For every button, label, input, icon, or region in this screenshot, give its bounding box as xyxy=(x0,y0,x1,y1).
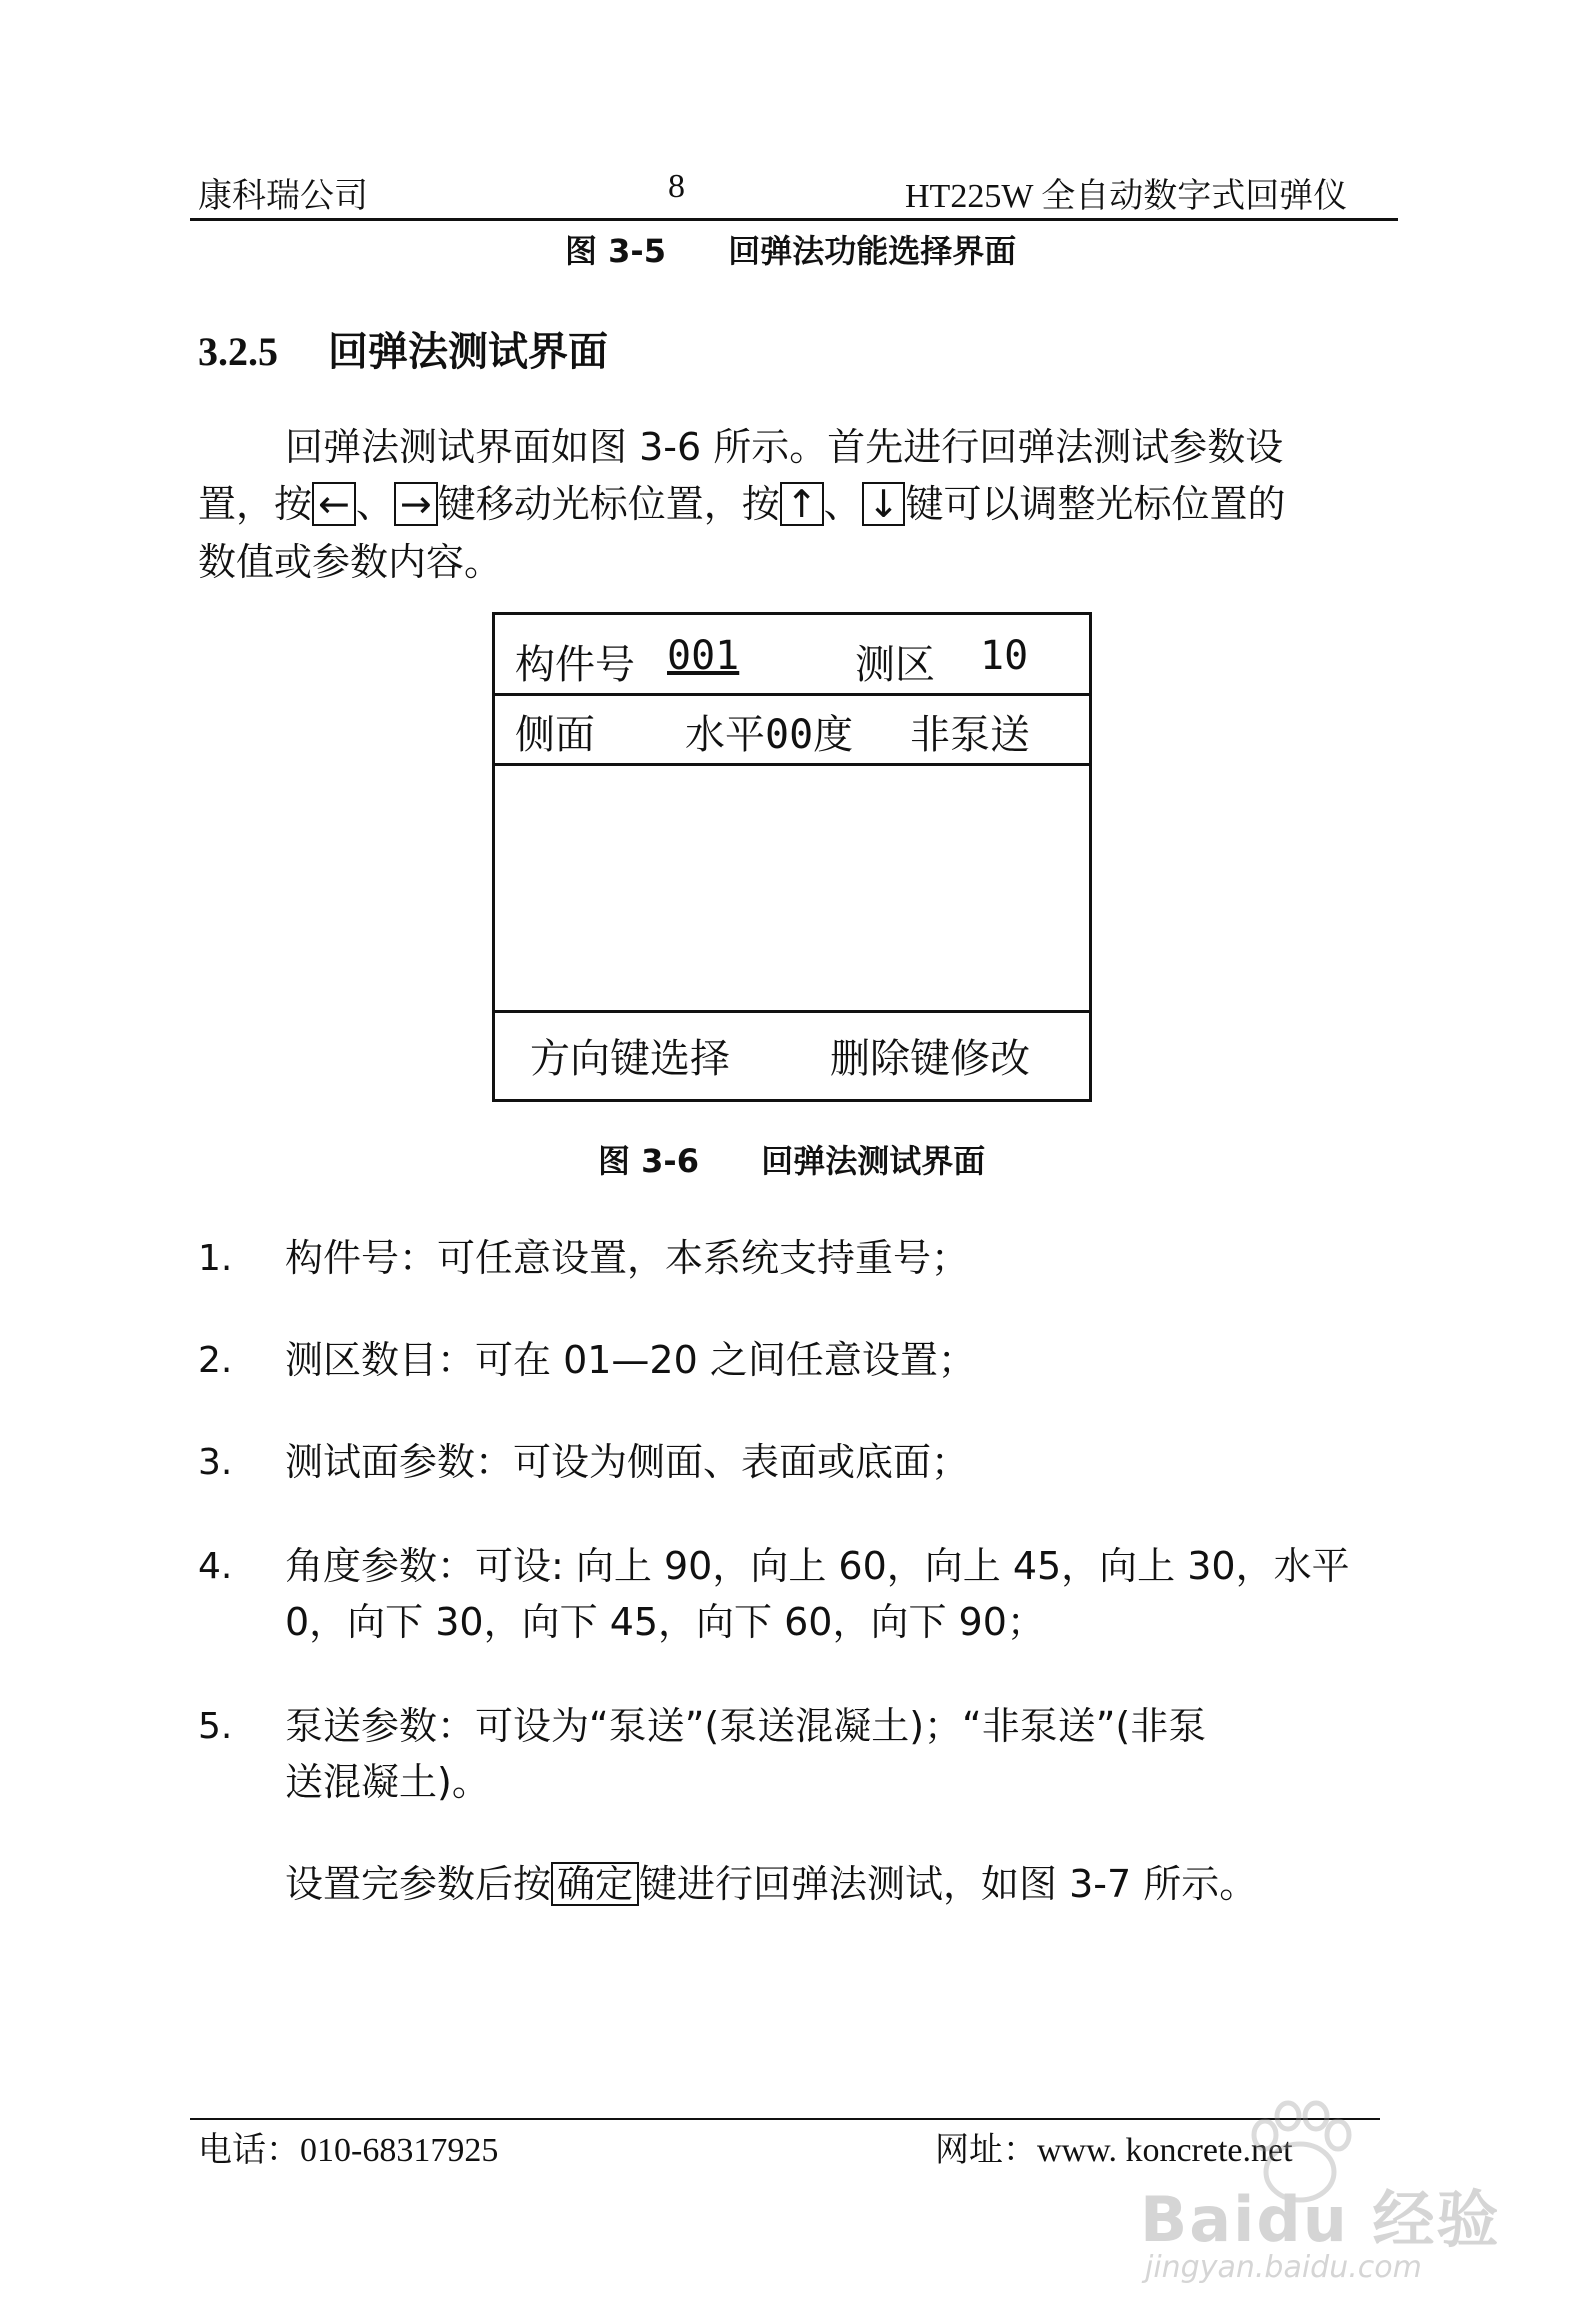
section-title: 回弹法测试界面 xyxy=(328,329,608,374)
screen-zone-label: 测区 xyxy=(855,642,935,688)
closing-text: 设置完参数后按 xyxy=(285,1862,552,1906)
screen-zone-value: 10 xyxy=(980,633,1029,679)
screen-surface: 侧面 xyxy=(515,712,595,758)
footer-website: 网址：www. koncrete.net xyxy=(935,2132,1293,2169)
separator: 、 xyxy=(355,482,394,526)
closing-text: 键进行回弹法测试，如图 3-7 所示。 xyxy=(639,1862,1258,1906)
left-arrow-key: ← xyxy=(312,482,356,526)
list-item xyxy=(285,1698,1395,1810)
figure-title: 回弹法功能选择界面 xyxy=(728,232,1017,270)
list-item: 测区数目：可在 01—20 之间任意设置； xyxy=(285,1338,976,1382)
header-company: 康科瑞公司 xyxy=(198,178,368,215)
intro-text: 键可以调整光标位置的 xyxy=(905,482,1286,526)
list-item-line: 0，向下 30，向下 45，向下 60，向下 90； xyxy=(285,1600,1045,1644)
screen-divider xyxy=(495,763,1089,766)
baidu-watermark xyxy=(1140,2100,1560,2290)
intro-line-1: 回弹法测试界面如图 3-6 所示。首先进行回弹法测试参数设 xyxy=(285,425,1284,469)
footer-phone: 电话：010-68317925 xyxy=(198,2132,499,2169)
list-item-line: 送混凝土)。 xyxy=(285,1760,490,1804)
instrument-screen xyxy=(492,612,1092,1102)
screen-component-label: 构件号 xyxy=(515,642,635,688)
list-number: 4. xyxy=(198,1546,233,1587)
watermark-brand: Baidu 经验 xyxy=(1140,2183,1501,2256)
down-arrow-key: ↓ xyxy=(862,482,906,526)
list-number: 1. xyxy=(198,1238,233,1279)
intro-line-3: 数值或参数内容。 xyxy=(198,540,503,584)
confirm-key: 确定 xyxy=(551,1862,639,1906)
list-number: 2. xyxy=(198,1340,233,1381)
section-number: 3.2.5 xyxy=(198,329,278,374)
separator: 、 xyxy=(823,482,862,526)
header-rule xyxy=(190,218,1398,221)
figure-label: 图 3-6 xyxy=(598,1142,699,1180)
list-item xyxy=(285,1538,1395,1650)
screen-pump: 非泵送 xyxy=(910,712,1030,758)
list-item: 构件号：可任意设置，本系统支持重号； xyxy=(285,1236,970,1280)
header-product: HT225W 全自动数字式回弹仪 xyxy=(905,178,1348,215)
closing-paragraph xyxy=(285,1855,1257,1913)
screen-footer-right: 删除键修改 xyxy=(830,1036,1030,1082)
figure-title: 回弹法测试界面 xyxy=(761,1142,986,1180)
screen-divider xyxy=(495,693,1089,696)
component-value-text: 001 xyxy=(667,633,740,679)
list-item-line: 角度参数：可设: 向上 90，向上 60，向上 45，向上 30，水平 xyxy=(285,1544,1350,1588)
figure-3-5-caption xyxy=(565,226,1016,272)
list-number: 3. xyxy=(198,1442,233,1483)
list-number: 5. xyxy=(198,1706,233,1747)
list-item: 测试面参数：可设为侧面、表面或底面； xyxy=(285,1440,970,1484)
screen-angle: 水平00度 xyxy=(685,712,854,758)
figure-3-6-caption xyxy=(598,1136,985,1182)
right-arrow-key: → xyxy=(394,482,438,526)
figure-label: 图 3-5 xyxy=(565,232,666,270)
section-heading xyxy=(198,320,608,377)
intro-text: 键移动光标位置，按 xyxy=(437,482,780,526)
screen-footer-left: 方向键选择 xyxy=(530,1036,730,1082)
watermark-url: jingyan.baidu.com xyxy=(1145,2250,1422,2285)
screen-divider xyxy=(495,1010,1089,1013)
intro-text: 置，按 xyxy=(198,482,313,526)
up-arrow-key: ↑ xyxy=(780,482,824,526)
screen-component-value xyxy=(667,633,739,679)
header-page-number: 8 xyxy=(668,168,685,205)
intro-line-2 xyxy=(198,475,1285,533)
list-item-line: 泵送参数：可设为“泵送”(泵送混凝土)；“非泵送”(非泵 xyxy=(285,1704,1207,1748)
